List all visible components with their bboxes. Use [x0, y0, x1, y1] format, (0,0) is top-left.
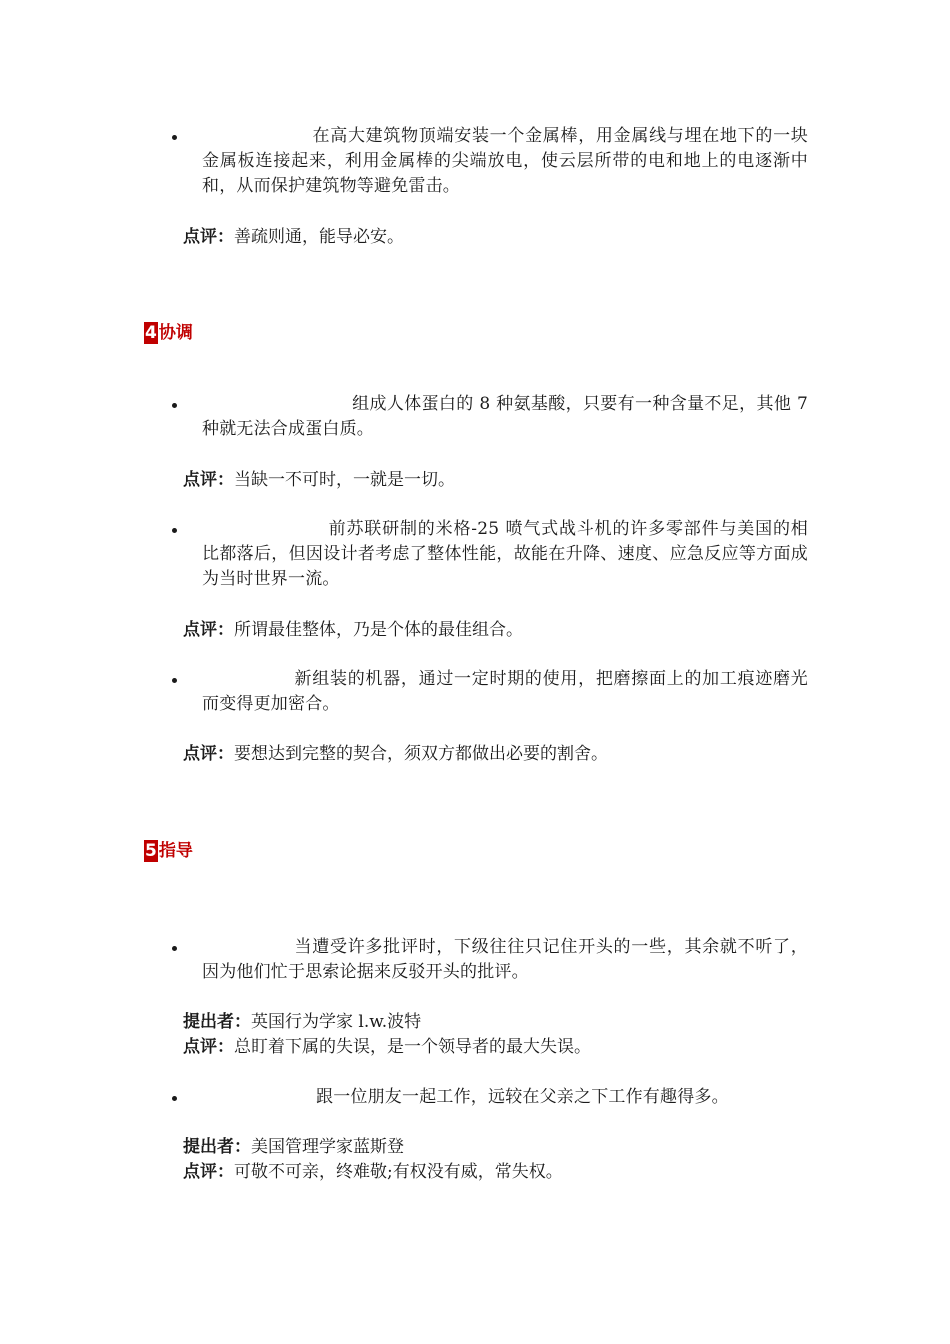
comment	[183, 1010, 421, 1035]
section-title: 指导	[158, 841, 193, 861]
bullet-icon	[172, 526, 180, 534]
comment	[183, 1135, 404, 1160]
comment-label: 点评：	[183, 470, 234, 490]
comment-text: 所谓最佳整体，乃是个体的最佳组合。	[234, 620, 523, 640]
comment-text: 英国行为学家 l.w.波特	[251, 1012, 422, 1032]
list-item-text: 跟一位朋友一起工作，远较在父亲之下工作有趣得多。	[316, 1087, 729, 1107]
list-item-text: 组成人体蛋白的 8 种氨基酸，只要有一种含量不足，其他 7 种就无法合成蛋白质。	[202, 394, 808, 439]
comment-text: 美国管理学家蓝斯登	[251, 1137, 404, 1157]
comment	[183, 1160, 563, 1185]
section-heading	[144, 322, 193, 344]
list-item-text: 新组装的机器，通过一定时期的使用，把磨擦面上的加工痕迹磨光而变得更加密合。	[202, 669, 808, 714]
section-heading	[144, 840, 193, 862]
comment	[183, 618, 523, 643]
section-number: 5	[145, 841, 157, 861]
section-number: 4	[145, 323, 157, 343]
comment	[183, 1035, 591, 1060]
comment	[183, 742, 608, 767]
bullet-icon	[172, 133, 180, 141]
list-item-text: 在高大建筑物顶端安装一个金属棒，用金属线与埋在地下的一块金属板连接起来，利用金属棒的尖端放电，使云层所带的电和地上的电逐渐中和，从而保护建筑物等避免雷击。	[202, 126, 808, 196]
comment	[183, 225, 404, 250]
comment-text: 要想达到完整的契合，须双方都做出必要的割舍。	[234, 744, 608, 764]
bullet-icon	[172, 944, 180, 952]
comment-label: 点评：	[183, 1037, 234, 1057]
comment-label: 点评：	[183, 620, 234, 640]
comment-text: 可敬不可亲，终难敬;有权没有威，常失权。	[234, 1162, 563, 1182]
comment-label: 点评：	[183, 227, 234, 247]
comment-label: 点评：	[183, 1162, 234, 1182]
bullet-icon	[172, 401, 180, 409]
comment-text: 总盯着下属的失误，是一个领导者的最大失误。	[234, 1037, 591, 1057]
list-item-text: 前苏联研制的米格-25 喷气式战斗机的许多零部件与美国的相比都落后，但因设计者考虑了整体性能，故能在升降、速度、应急反应等方面成为当时世界一流。	[202, 519, 808, 589]
comment-label: 提出者：	[183, 1137, 251, 1157]
comment-text: 当缺一不可时，一就是一切。	[234, 470, 455, 490]
bullet-icon	[172, 1094, 180, 1102]
list-item-text: 当遭受许多批评时，下级往往只记住开头的一些，其余就不听了，因为他们忙于思索论据来反驳开头的批评。	[202, 937, 808, 982]
comment	[183, 468, 455, 493]
comment-label: 提出者：	[183, 1012, 251, 1032]
section-title: 协调	[158, 323, 193, 343]
bullet-icon	[172, 676, 180, 684]
comment-text: 善疏则通，能导必安。	[234, 227, 404, 247]
comment-label: 点评：	[183, 744, 234, 764]
